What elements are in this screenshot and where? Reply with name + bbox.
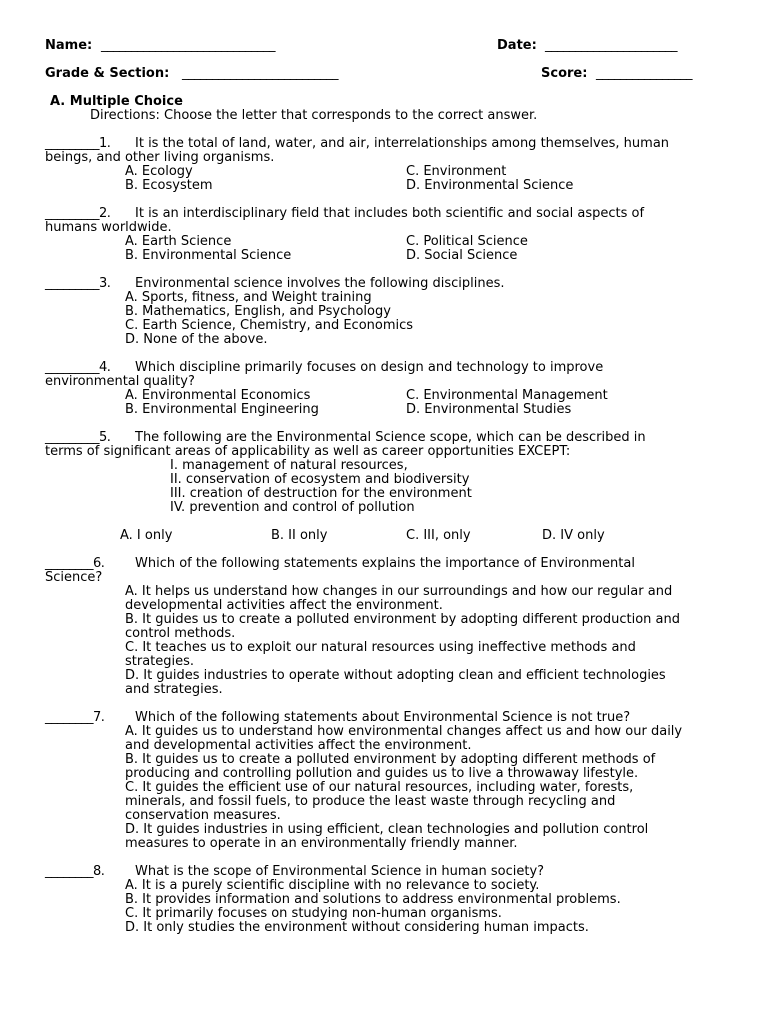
section-title: A. Multiple Choice — [50, 94, 183, 109]
q5-choice-b: B. II only — [271, 528, 328, 543]
q2-choice-a: A. Earth Science — [125, 234, 232, 249]
q6-text-line2: Science? — [45, 570, 103, 585]
q2-choice-b: B. Environmental Science — [125, 248, 292, 263]
q4-choice-c: C. Environmental Management — [406, 388, 608, 403]
q2-choice-d: D. Social Science — [406, 248, 518, 263]
q8-answer-blank[interactable]: ________8. — [45, 864, 105, 879]
q6-choice-a: A. It helps us understand how changes in our surroundings and how our regular and — [125, 584, 673, 599]
q7-choice-d: D. It guides industries in using efficient, clean technologies and pollution control — [125, 822, 649, 837]
score-label: Score: — [541, 66, 588, 81]
q7-choice-b: B. It guides us to create a polluted environment by adopting different methods of — [125, 752, 656, 767]
q6-choice-a-cont: developmental activities affect the environment. — [125, 598, 443, 613]
q1-choice-b: B. Ecosystem — [125, 178, 213, 193]
q6-answer-blank[interactable]: ________6. — [45, 556, 105, 571]
q3-answer-blank[interactable]: _________3. — [45, 276, 111, 291]
q5-text-line1: The following are the Environmental Science scope, which can be described in — [135, 430, 646, 445]
q5-item-2: II. conservation of ecosystem and biodiversity — [170, 472, 470, 487]
q7-text-line1: Which of the following statements about Environmental Science is not true? — [135, 710, 631, 725]
q5-choice-a: A. I only — [120, 528, 173, 543]
q4-answer-blank[interactable]: _________4. — [45, 360, 111, 375]
q6-choice-d-cont: and strategies. — [125, 682, 223, 697]
q2-choice-c: C. Political Science — [406, 234, 528, 249]
q7-choice-c-cont1: minerals, and fossil fuels, to produce the least waste through recycling and — [125, 794, 616, 809]
q8-choice-c: C. It primarily focuses on studying non-human organisms. — [125, 906, 502, 921]
q1-text-line1: It is the total of land, water, and air, interrelationships among themselves, human — [135, 136, 670, 151]
q1-answer-blank[interactable]: _________1. — [45, 136, 111, 151]
q4-text-line2: environmental quality? — [45, 374, 195, 389]
q4-choice-a: A. Environmental Economics — [125, 388, 311, 403]
q5-item-4: IV. prevention and control of pollution — [170, 500, 415, 515]
q7-choice-d-cont: measures to operate in an environmentally friendly manner. — [125, 836, 518, 851]
q7-choice-c-cont2: conservation measures. — [125, 808, 281, 823]
q3-choice-b: B. Mathematics, English, and Psychology — [125, 304, 391, 319]
q4-text-line1: Which discipline primarily focuses on design and technology to improve — [135, 360, 604, 375]
q2-text-line1: It is an interdisciplinary field that includes both scientific and social aspects of — [135, 206, 645, 221]
q3-choice-c: C. Earth Science, Chemistry, and Economics — [125, 318, 414, 333]
q4-choice-b: B. Environmental Engineering — [125, 402, 319, 417]
q8-choice-b: B. It provides information and solutions to address environmental problems. — [125, 892, 621, 907]
q6-choice-c: C. It teaches us to exploit our natural resources using ineffective methods and — [125, 640, 636, 655]
q7-choice-c: C. It guides the efficient use of our natural resources, including water, forests, — [125, 780, 634, 795]
q5-item-1: I. management of natural resources, — [170, 458, 408, 473]
q8-choice-a: A. It is a purely scientific discipline with no relevance to society. — [125, 878, 540, 893]
q6-choice-b: B. It guides us to create a polluted environment by adopting different production and — [125, 612, 680, 627]
q8-choice-d: D. It only studies the environment without considering human impacts. — [125, 920, 589, 935]
q6-choice-c-cont: strategies. — [125, 654, 195, 669]
q1-choice-d: D. Environmental Science — [406, 178, 574, 193]
q6-choice-d: D. It guides industries to operate without adopting clean and efficient technologies — [125, 668, 666, 683]
name-label: Name: — [45, 38, 93, 53]
q7-choice-b-cont: producing and controlling pollution and guides us to live a throwaway lifestyle. — [125, 766, 639, 781]
grade-section-blank-field[interactable]: __________________________ — [182, 66, 338, 81]
q7-choice-a: A. It guides us to understand how environmental changes affect us and how our daily — [125, 724, 683, 739]
q3-choice-a: A. Sports, fitness, and Weight training — [125, 290, 372, 305]
q6-text-line1: Which of the following statements explains the importance of Environmental — [135, 556, 635, 571]
q1-text-line2: beings, and other living organisms. — [45, 150, 275, 165]
q7-answer-blank[interactable]: ________7. — [45, 710, 105, 725]
q5-text-line2: terms of significant areas of applicability as well as career opportunities EXCEPT: — [45, 444, 571, 459]
q5-answer-blank[interactable]: _________5. — [45, 430, 111, 445]
q5-choice-c: C. III, only — [406, 528, 471, 543]
q2-text-line2: humans worldwide. — [45, 220, 172, 235]
date-blank-field[interactable]: ______________________ — [545, 38, 677, 53]
q1-choice-a: A. Ecology — [125, 164, 193, 179]
q4-choice-d: D. Environmental Studies — [406, 402, 572, 417]
directions: Directions: Choose the letter that corresponds to the correct answer. — [90, 108, 538, 123]
score-blank-field[interactable]: ________________ — [596, 66, 692, 81]
q5-choice-d: D. IV only — [542, 528, 605, 543]
q3-text-line1: Environmental science involves the following disciplines. — [135, 276, 505, 291]
date-label: Date: — [497, 38, 537, 53]
q2-answer-blank[interactable]: _________2. — [45, 206, 111, 221]
q5-item-3: III. creation of destruction for the environment — [170, 486, 472, 501]
q3-choice-d: D. None of the above. — [125, 332, 268, 347]
q1-choice-c: C. Environment — [406, 164, 507, 179]
grade-section-label: Grade & Section: — [45, 66, 170, 81]
q6-choice-b-cont: control methods. — [125, 626, 236, 641]
q8-text-line1: What is the scope of Environmental Science in human society? — [135, 864, 545, 879]
name-blank-field[interactable]: _____________________________ — [101, 38, 275, 53]
q7-choice-a-cont: and developmental activities affect the environment. — [125, 738, 472, 753]
